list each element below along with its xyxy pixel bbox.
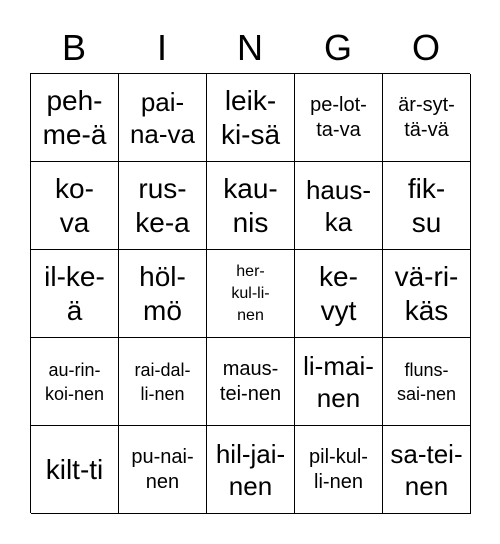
bingo-cell-word: il-ke- ä [44, 260, 105, 326]
bingo-cell[interactable] [383, 162, 471, 250]
bingo-cell-word: fluns- sai-nen [396, 359, 457, 404]
bingo-board [30, 73, 470, 513]
bingo-cell[interactable] [207, 426, 295, 514]
bingo-cell[interactable] [295, 250, 383, 338]
bingo-header [30, 22, 470, 74]
header-letter-i: I [156, 27, 167, 68]
bingo-cell-word: maus- tei-nen [219, 357, 282, 405]
bingo-cell-word: rai-dal- li-nen [134, 359, 191, 404]
header-letter-b: B [61, 27, 86, 68]
bingo-cell-word: är-syt- tä-vä [398, 93, 455, 141]
bingo-cell[interactable] [383, 426, 471, 514]
bingo-cell[interactable] [207, 250, 295, 338]
bingo-cell[interactable] [207, 162, 295, 250]
header-letter-n: N [237, 27, 263, 68]
bingo-cell-word: ko- va [55, 172, 94, 238]
bingo-cell[interactable] [119, 250, 207, 338]
bingo-cell[interactable] [207, 74, 295, 162]
bingo-cell[interactable] [31, 162, 119, 250]
bingo-cell[interactable] [295, 426, 383, 514]
bingo-cell[interactable] [383, 250, 471, 338]
bingo-cell-word: vä-ri- käs [394, 260, 459, 326]
bingo-cell-word: ke- vyt [319, 260, 358, 326]
bingo-cell-word: höl- mö [139, 260, 186, 326]
bingo-cell[interactable] [119, 426, 207, 514]
bingo-cell-word: fik- su [407, 172, 446, 238]
bingo-cell[interactable] [383, 338, 471, 426]
bingo-cell[interactable] [31, 338, 119, 426]
bingo-cell-word: peh- me-ä [42, 84, 107, 150]
bingo-cell-word: haus- ka [305, 174, 372, 237]
bingo-cell-word: her- kul-li- nen [231, 262, 270, 324]
bingo-cell[interactable] [31, 250, 119, 338]
bingo-cell-word: pe-lot- ta-va [310, 93, 367, 141]
header-letter-g: G [323, 27, 352, 68]
bingo-cell-word: kilt-ti [45, 453, 104, 485]
bingo-cell[interactable] [119, 338, 207, 426]
bingo-cell[interactable] [295, 74, 383, 162]
bingo-cell[interactable] [295, 162, 383, 250]
bingo-cell-word: hil-jai- nen [215, 438, 286, 501]
bingo-cell[interactable] [383, 74, 471, 162]
bingo-cell-word: li-mai- nen [303, 350, 374, 413]
bingo-cell[interactable] [207, 338, 295, 426]
bingo-cell[interactable] [119, 74, 207, 162]
bingo-cell-word: au-rin- koi-nen [44, 359, 105, 404]
bingo-cell[interactable] [119, 162, 207, 250]
bingo-cell-word: sa-tei- nen [390, 438, 463, 501]
bingo-cell-word: pai- na-va [129, 86, 196, 149]
bingo-cell-word: kau- nis [223, 172, 278, 238]
header-letter-o: O [411, 27, 440, 68]
bingo-cell-word: leik- ki-sä [220, 84, 281, 150]
bingo-cell[interactable] [31, 74, 119, 162]
bingo-cell-word: pil-kul- li-nen [309, 445, 368, 493]
bingo-cell[interactable] [31, 426, 119, 514]
bingo-cell-word: rus- ke-a [135, 172, 190, 238]
bingo-cell-word: pu-nai- nen [131, 445, 194, 493]
bingo-cell[interactable] [295, 338, 383, 426]
